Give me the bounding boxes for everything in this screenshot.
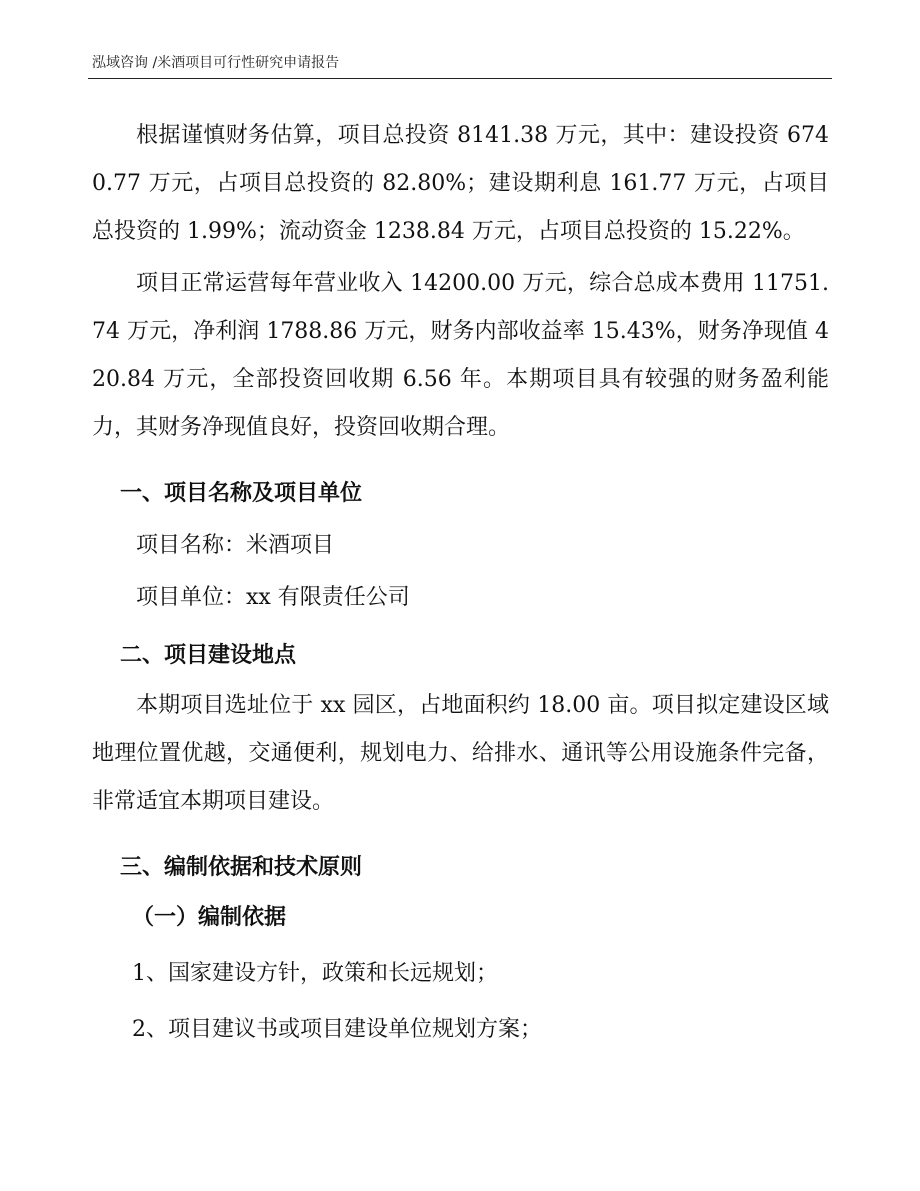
project-name-line: 项目名称：米酒项目	[136, 533, 335, 558]
section-heading-location: 二、项目建设地点	[120, 643, 297, 668]
section-heading-basis: 三、编制依据和技术原则	[120, 855, 363, 880]
header-divider	[88, 78, 832, 79]
investment-paragraph: 根据谨慎财务估算，项目总投资 8141.38 万元，其中：建设投资 6740.77 万元，占项目总投资的 82.80%；建设期利息 161.77 万元，占项目总投资的 1.99%；流动资金 1238.84 万元，占项目总投资的 15.22%。	[92, 123, 829, 244]
document-body	[92, 112, 829, 1054]
revenue-paragraph: 项目正常运营每年营业收入 14200.00 万元，综合总成本费用 11751.74 万元，净利润 1788.86 万元，财务内部收益率 15.43%，财务净现值 420.84 万元，全部投资回收期 6.56 年。本期项目具有较强的财务盈利能力，其财务净现值良好，投资回收期合理。	[92, 271, 829, 440]
project-unit-line: 项目单位：xx 有限责任公司	[136, 585, 410, 610]
basis-item-1: 1、国家建设方针，政策和长远规划；	[132, 961, 498, 986]
basis-item-2: 2、项目建议书或项目建设单位规划方案；	[132, 1017, 542, 1042]
running-header: 泓域咨询 /米酒项目可行性研究申请报告	[92, 55, 340, 71]
sub-heading-basis: （一）编制依据	[132, 905, 287, 930]
section-heading-project-name: 一、项目名称及项目单位	[120, 481, 363, 506]
location-paragraph: 本期项目选址位于 xx 园区，占地面积约 18.00 亩。项目拟定建设区域地理位置优越，交通便利，规划电力、给排水、通讯等公用设施条件完备，非常适宜本期项目建设。	[92, 693, 829, 814]
